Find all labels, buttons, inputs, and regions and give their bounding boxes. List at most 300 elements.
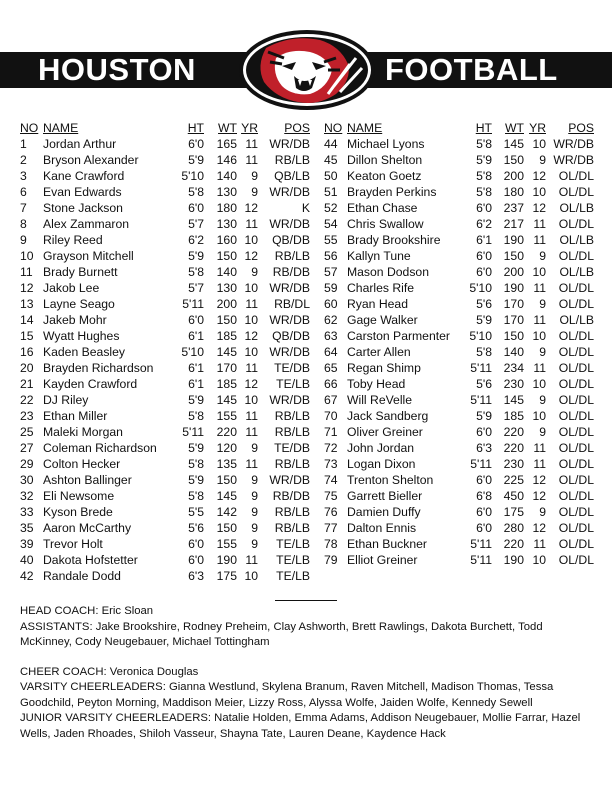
player-no: 29 bbox=[20, 457, 34, 471]
player-ht: 6'1 bbox=[188, 377, 204, 391]
player-name: Jakob Lee bbox=[43, 281, 100, 295]
player-wt: 145 bbox=[216, 489, 237, 503]
roster-row bbox=[20, 552, 310, 568]
player-pos: QB/DB bbox=[272, 233, 310, 247]
player-yr: 9 bbox=[539, 425, 546, 439]
player-name: Carter Allen bbox=[347, 345, 411, 359]
player-wt: 185 bbox=[503, 409, 524, 423]
player-ht: 6'0 bbox=[476, 505, 492, 519]
player-pos: WR/DB bbox=[269, 473, 310, 487]
player-pos: RB/DB bbox=[272, 489, 310, 503]
player-no: 66 bbox=[324, 377, 338, 391]
player-name: DJ Riley bbox=[43, 393, 89, 407]
player-ht: 6'1 bbox=[476, 233, 492, 247]
player-name: Kallyn Tune bbox=[347, 249, 411, 263]
player-ht: 5'11 bbox=[470, 553, 492, 567]
player-wt: 120 bbox=[216, 441, 237, 455]
player-yr: 12 bbox=[244, 377, 258, 391]
player-pos: WR/DB bbox=[269, 345, 310, 359]
player-no: 77 bbox=[324, 521, 338, 535]
roster-row bbox=[20, 200, 310, 216]
player-no: 30 bbox=[20, 473, 34, 487]
player-yr: 9 bbox=[251, 489, 258, 503]
player-wt: 225 bbox=[503, 473, 524, 487]
player-yr: 11 bbox=[533, 537, 546, 551]
player-wt: 180 bbox=[503, 185, 524, 199]
player-yr: 9 bbox=[539, 297, 546, 311]
player-wt: 150 bbox=[503, 249, 524, 263]
player-ht: 5'8 bbox=[188, 489, 204, 503]
roster-row bbox=[20, 536, 310, 552]
player-ht: 6'1 bbox=[188, 329, 204, 343]
player-ht: 6'0 bbox=[188, 537, 204, 551]
player-wt: 145 bbox=[216, 393, 237, 407]
player-yr: 11 bbox=[533, 281, 546, 295]
player-name: Chris Swallow bbox=[347, 217, 424, 231]
player-pos: K bbox=[301, 201, 310, 215]
player-wt: 234 bbox=[503, 361, 524, 375]
col-header-name: NAME bbox=[43, 121, 79, 135]
player-pos: OL/LB bbox=[559, 233, 594, 247]
player-pos: OL/DL bbox=[558, 185, 594, 199]
player-pos: RB/LB bbox=[274, 505, 310, 519]
player-yr: 12 bbox=[532, 521, 546, 535]
player-ht: 5'8 bbox=[188, 457, 204, 471]
col-header-no: NO bbox=[324, 121, 343, 135]
player-ht: 5'9 bbox=[188, 473, 204, 487]
player-yr: 10 bbox=[532, 553, 546, 567]
player-no: 3 bbox=[20, 169, 27, 183]
roster-row bbox=[324, 344, 594, 360]
player-name: Damien Duffy bbox=[347, 505, 421, 519]
player-yr: 9 bbox=[251, 441, 258, 455]
player-wt: 145 bbox=[216, 345, 237, 359]
roster-row bbox=[324, 440, 594, 456]
roster-row bbox=[324, 472, 594, 488]
player-yr: 10 bbox=[244, 569, 258, 583]
roster-row bbox=[324, 424, 594, 440]
player-ht: 5'5 bbox=[188, 505, 204, 519]
roster-row bbox=[324, 392, 594, 408]
player-pos: OL/DL bbox=[558, 361, 594, 375]
player-yr: 10 bbox=[532, 185, 546, 199]
player-yr: 10 bbox=[532, 265, 546, 279]
roster-row bbox=[20, 472, 310, 488]
player-wt: 175 bbox=[216, 569, 237, 583]
player-pos: TE/LB bbox=[276, 553, 310, 567]
player-pos: TE/LB bbox=[276, 569, 310, 583]
player-no: 64 bbox=[324, 345, 338, 359]
player-ht: 6'3 bbox=[476, 441, 492, 455]
player-pos: RB/LB bbox=[274, 425, 310, 439]
player-no: 52 bbox=[324, 201, 338, 215]
player-ht: 5'9 bbox=[476, 153, 492, 167]
header-title-left: HOUSTON bbox=[38, 52, 196, 87]
player-yr: 11 bbox=[245, 361, 258, 375]
player-pos: WR/DB bbox=[553, 137, 594, 151]
player-pos: RB/LB bbox=[274, 153, 310, 167]
roster-row bbox=[324, 136, 594, 152]
player-yr: 12 bbox=[532, 473, 546, 487]
roster-row bbox=[20, 488, 310, 504]
player-pos: OL/DL bbox=[558, 281, 594, 295]
player-name: Jakeb Mohr bbox=[43, 313, 107, 327]
roster-row bbox=[20, 264, 310, 280]
player-wt: 145 bbox=[503, 137, 524, 151]
player-pos: WR/DB bbox=[553, 153, 594, 167]
player-no: 2 bbox=[20, 153, 27, 167]
player-ht: 5'8 bbox=[188, 185, 204, 199]
roster-row bbox=[20, 456, 310, 472]
player-wt: 190 bbox=[216, 553, 237, 567]
player-name: Jordan Arthur bbox=[43, 137, 117, 151]
player-ht: 6'0 bbox=[476, 473, 492, 487]
player-yr: 11 bbox=[245, 217, 258, 231]
player-no: 1 bbox=[20, 137, 27, 151]
player-ht: 6'2 bbox=[476, 217, 492, 231]
roster-row bbox=[20, 232, 310, 248]
player-name: Stone Jackson bbox=[43, 201, 123, 215]
player-name: Kayden Crawford bbox=[43, 377, 138, 391]
player-wt: 230 bbox=[503, 457, 524, 471]
assistant-coaches: ASSISTANTS: Jake Brookshire, Rodney Preheim, Clay Ashworth, Brett Rawlings, Dakota Burchett, Todd McKinney, Cody Neugebauer, Michael Tottingham bbox=[20, 620, 543, 648]
roster-right-column bbox=[324, 120, 594, 568]
player-pos: OL/DL bbox=[558, 329, 594, 343]
player-name: Mason Dodson bbox=[347, 265, 429, 279]
player-yr: 10 bbox=[244, 313, 258, 327]
player-no: 70 bbox=[324, 409, 338, 423]
player-yr: 11 bbox=[533, 457, 546, 471]
player-wt: 135 bbox=[216, 457, 237, 471]
roster-row bbox=[20, 184, 310, 200]
player-wt: 130 bbox=[216, 185, 237, 199]
player-wt: 180 bbox=[216, 201, 237, 215]
player-no: 11 bbox=[20, 265, 33, 279]
roster-row bbox=[324, 488, 594, 504]
player-ht: 5'10 bbox=[469, 329, 492, 343]
player-pos: WR/DB bbox=[269, 281, 310, 295]
player-pos: TE/DB bbox=[274, 361, 310, 375]
player-ht: 6'0 bbox=[476, 265, 492, 279]
player-wt: 150 bbox=[503, 153, 524, 167]
player-ht: 6'0 bbox=[188, 553, 204, 567]
player-yr: 11 bbox=[533, 441, 546, 455]
player-no: 75 bbox=[324, 489, 338, 503]
player-wt: 130 bbox=[216, 217, 237, 231]
player-ht: 5'11 bbox=[182, 425, 204, 439]
player-name: Maleki Morgan bbox=[43, 425, 123, 439]
roster-header bbox=[324, 120, 594, 136]
roster-row bbox=[20, 408, 310, 424]
player-ht: 5'8 bbox=[476, 345, 492, 359]
player-no: 8 bbox=[20, 217, 27, 231]
player-wt: 190 bbox=[503, 281, 524, 295]
player-ht: 5'9 bbox=[476, 313, 492, 327]
player-ht: 5'11 bbox=[470, 537, 492, 551]
player-pos: RB/DB bbox=[272, 265, 310, 279]
player-pos: OL/DL bbox=[558, 553, 594, 567]
roster-row bbox=[324, 280, 594, 296]
player-pos: OL/DL bbox=[558, 441, 594, 455]
player-yr: 11 bbox=[245, 409, 258, 423]
player-ht: 5'8 bbox=[188, 409, 204, 423]
col-header-wt: WT bbox=[218, 121, 237, 135]
roster-row bbox=[324, 520, 594, 536]
roster-row bbox=[324, 360, 594, 376]
player-no: 14 bbox=[20, 313, 34, 327]
player-no: 7 bbox=[20, 201, 27, 215]
player-no: 27 bbox=[20, 441, 34, 455]
player-name: Evan Edwards bbox=[43, 185, 122, 199]
player-no: 44 bbox=[324, 137, 338, 151]
player-pos: OL/LB bbox=[559, 265, 594, 279]
player-no: 65 bbox=[324, 361, 338, 375]
player-wt: 165 bbox=[216, 137, 237, 151]
player-ht: 6'3 bbox=[188, 569, 204, 583]
player-name: Grayson Mitchell bbox=[43, 249, 134, 263]
player-no: 72 bbox=[324, 441, 338, 455]
player-no: 39 bbox=[20, 537, 34, 551]
player-pos: OL/DL bbox=[558, 217, 594, 231]
roster-row bbox=[20, 248, 310, 264]
player-name: Kaden Beasley bbox=[43, 345, 125, 359]
player-wt: 160 bbox=[216, 233, 237, 247]
player-no: 12 bbox=[20, 281, 34, 295]
player-wt: 150 bbox=[216, 473, 237, 487]
player-name: Kane Crawford bbox=[43, 169, 125, 183]
col-header-name: NAME bbox=[347, 121, 383, 135]
player-no: 35 bbox=[20, 521, 34, 535]
header-title-right: FOOTBALL bbox=[385, 52, 558, 87]
player-name: Will ReVelle bbox=[347, 393, 413, 407]
player-no: 62 bbox=[324, 313, 338, 327]
player-ht: 5'11 bbox=[470, 361, 492, 375]
player-pos: WR/DB bbox=[269, 217, 310, 231]
player-pos: OL/DL bbox=[558, 249, 594, 263]
roster-row bbox=[20, 312, 310, 328]
player-no: 6 bbox=[20, 185, 27, 199]
player-name: Garrett Bieller bbox=[347, 489, 423, 503]
player-wt: 185 bbox=[216, 377, 237, 391]
col-header-yr: YR bbox=[529, 121, 546, 135]
player-wt: 230 bbox=[503, 377, 524, 391]
roster-row bbox=[324, 232, 594, 248]
player-ht: 5'7 bbox=[188, 217, 204, 231]
player-name: John Jordan bbox=[347, 441, 415, 455]
player-name: Colton Hecker bbox=[43, 457, 121, 471]
col-header-pos: POS bbox=[284, 121, 310, 135]
player-wt: 185 bbox=[216, 329, 237, 343]
player-yr: 10 bbox=[532, 409, 546, 423]
player-yr: 9 bbox=[251, 505, 258, 519]
player-yr: 10 bbox=[532, 329, 546, 343]
player-yr: 9 bbox=[539, 249, 546, 263]
player-no: 45 bbox=[324, 153, 338, 167]
player-ht: 5'9 bbox=[188, 393, 204, 407]
player-ht: 5'8 bbox=[476, 137, 492, 151]
player-no: 79 bbox=[324, 553, 338, 567]
player-pos: OL/DL bbox=[558, 409, 594, 423]
player-ht: 6'0 bbox=[476, 425, 492, 439]
staff-section bbox=[20, 604, 592, 742]
roster-row bbox=[20, 280, 310, 296]
roster-row bbox=[20, 296, 310, 312]
player-name: Layne Seago bbox=[43, 297, 115, 311]
player-name: Logan Dixon bbox=[347, 457, 416, 471]
player-yr: 11 bbox=[245, 297, 258, 311]
player-yr: 11 bbox=[245, 553, 258, 567]
player-ht: 6'0 bbox=[476, 249, 492, 263]
player-wt: 142 bbox=[216, 505, 237, 519]
player-pos: OL/DL bbox=[558, 521, 594, 535]
roster-row bbox=[20, 152, 310, 168]
player-no: 33 bbox=[20, 505, 34, 519]
player-yr: 10 bbox=[244, 393, 258, 407]
player-name: Ashton Ballinger bbox=[43, 473, 132, 487]
player-wt: 146 bbox=[216, 153, 237, 167]
player-name: Brayden Richardson bbox=[43, 361, 154, 375]
player-wt: 450 bbox=[503, 489, 524, 503]
player-yr: 11 bbox=[245, 457, 258, 471]
player-pos: WR/DB bbox=[269, 393, 310, 407]
player-no: 20 bbox=[20, 361, 34, 375]
player-no: 60 bbox=[324, 297, 338, 311]
player-yr: 12 bbox=[244, 249, 258, 263]
player-yr: 9 bbox=[539, 153, 546, 167]
player-ht: 5'11 bbox=[470, 393, 492, 407]
player-ht: 5'11 bbox=[182, 297, 204, 311]
player-pos: OL/LB bbox=[559, 201, 594, 215]
roster-row bbox=[20, 216, 310, 232]
roster-row bbox=[324, 168, 594, 184]
player-pos: WR/DB bbox=[269, 313, 310, 327]
player-ht: 5'9 bbox=[476, 409, 492, 423]
roster-row bbox=[20, 344, 310, 360]
player-no: 51 bbox=[324, 185, 338, 199]
player-ht: 5'9 bbox=[188, 441, 204, 455]
player-name: Aaron McCarthy bbox=[43, 521, 132, 535]
player-name: Dakota Hofstetter bbox=[43, 553, 138, 567]
player-yr: 9 bbox=[251, 185, 258, 199]
player-ht: 6'0 bbox=[476, 521, 492, 535]
roster-row bbox=[324, 552, 594, 568]
player-yr: 10 bbox=[532, 377, 546, 391]
player-wt: 150 bbox=[216, 313, 237, 327]
roster-row bbox=[324, 152, 594, 168]
player-ht: 5'8 bbox=[476, 169, 492, 183]
player-ht: 6'0 bbox=[188, 313, 204, 327]
player-yr: 11 bbox=[245, 137, 258, 151]
player-no: 23 bbox=[20, 409, 34, 423]
player-wt: 140 bbox=[503, 345, 524, 359]
player-wt: 200 bbox=[216, 297, 237, 311]
player-name: Dillon Shelton bbox=[347, 153, 423, 167]
player-no: 32 bbox=[20, 489, 34, 503]
player-pos: OL/LB bbox=[559, 313, 594, 327]
player-wt: 200 bbox=[503, 169, 524, 183]
player-pos: OL/DL bbox=[558, 425, 594, 439]
spacer bbox=[20, 651, 592, 665]
player-yr: 9 bbox=[251, 521, 258, 535]
player-no: 22 bbox=[20, 393, 34, 407]
col-header-pos: POS bbox=[568, 121, 594, 135]
player-yr: 10 bbox=[244, 233, 258, 247]
roster-row bbox=[324, 312, 594, 328]
col-header-yr: YR bbox=[241, 121, 258, 135]
player-wt: 220 bbox=[216, 425, 237, 439]
player-no: 59 bbox=[324, 281, 338, 295]
player-pos: RB/LB bbox=[274, 457, 310, 471]
player-yr: 12 bbox=[532, 489, 546, 503]
player-name: Carston Parmenter bbox=[347, 329, 450, 343]
player-pos: TE/DB bbox=[274, 441, 310, 455]
player-pos: OL/DL bbox=[558, 505, 594, 519]
player-ht: 5'11 bbox=[470, 457, 492, 471]
player-yr: 9 bbox=[539, 345, 546, 359]
player-ht: 5'6 bbox=[188, 521, 204, 535]
roster-row bbox=[20, 360, 310, 376]
roster-left-column bbox=[20, 120, 310, 584]
player-no: 73 bbox=[324, 457, 338, 471]
tiger-logo bbox=[236, 28, 378, 112]
player-pos: RB/DL bbox=[274, 297, 310, 311]
player-yr: 10 bbox=[532, 137, 546, 151]
player-ht: 6'0 bbox=[188, 201, 204, 215]
player-name: Ethan Chase bbox=[347, 201, 418, 215]
player-ht: 5'10 bbox=[181, 169, 204, 183]
player-wt: 170 bbox=[216, 361, 237, 375]
player-wt: 145 bbox=[503, 393, 524, 407]
player-yr: 11 bbox=[533, 361, 546, 375]
roster-row bbox=[20, 504, 310, 520]
player-yr: 12 bbox=[532, 201, 546, 215]
player-name: Randale Dodd bbox=[43, 569, 121, 583]
player-pos: OL/DL bbox=[558, 473, 594, 487]
player-ht: 5'6 bbox=[476, 297, 492, 311]
player-name: Ethan Miller bbox=[43, 409, 108, 423]
player-name: Toby Head bbox=[347, 377, 406, 391]
player-name: Jack Sandberg bbox=[347, 409, 429, 423]
player-name: Ethan Buckner bbox=[347, 537, 427, 551]
player-pos: RB/LB bbox=[274, 521, 310, 535]
player-wt: 155 bbox=[216, 537, 237, 551]
player-yr: 11 bbox=[245, 425, 258, 439]
player-pos: OL/DL bbox=[558, 169, 594, 183]
roster-row bbox=[324, 296, 594, 312]
player-yr: 12 bbox=[532, 169, 546, 183]
player-pos: QB/LB bbox=[274, 169, 310, 183]
player-yr: 11 bbox=[245, 153, 258, 167]
roster-row bbox=[324, 264, 594, 280]
roster-row bbox=[20, 168, 310, 184]
player-ht: 6'0 bbox=[188, 137, 204, 151]
player-name: Keaton Goetz bbox=[347, 169, 422, 183]
player-name: Trenton Shelton bbox=[347, 473, 434, 487]
player-wt: 170 bbox=[503, 313, 524, 327]
roster-row bbox=[324, 456, 594, 472]
player-no: 54 bbox=[324, 217, 338, 231]
player-wt: 217 bbox=[503, 217, 524, 231]
player-pos: WR/DB bbox=[269, 185, 310, 199]
roster-row bbox=[324, 504, 594, 520]
player-no: 10 bbox=[20, 249, 34, 263]
player-no: 78 bbox=[324, 537, 338, 551]
player-wt: 220 bbox=[503, 425, 524, 439]
player-pos: OL/DL bbox=[558, 377, 594, 391]
player-no: 9 bbox=[20, 233, 27, 247]
player-yr: 9 bbox=[251, 473, 258, 487]
player-yr: 9 bbox=[251, 169, 258, 183]
